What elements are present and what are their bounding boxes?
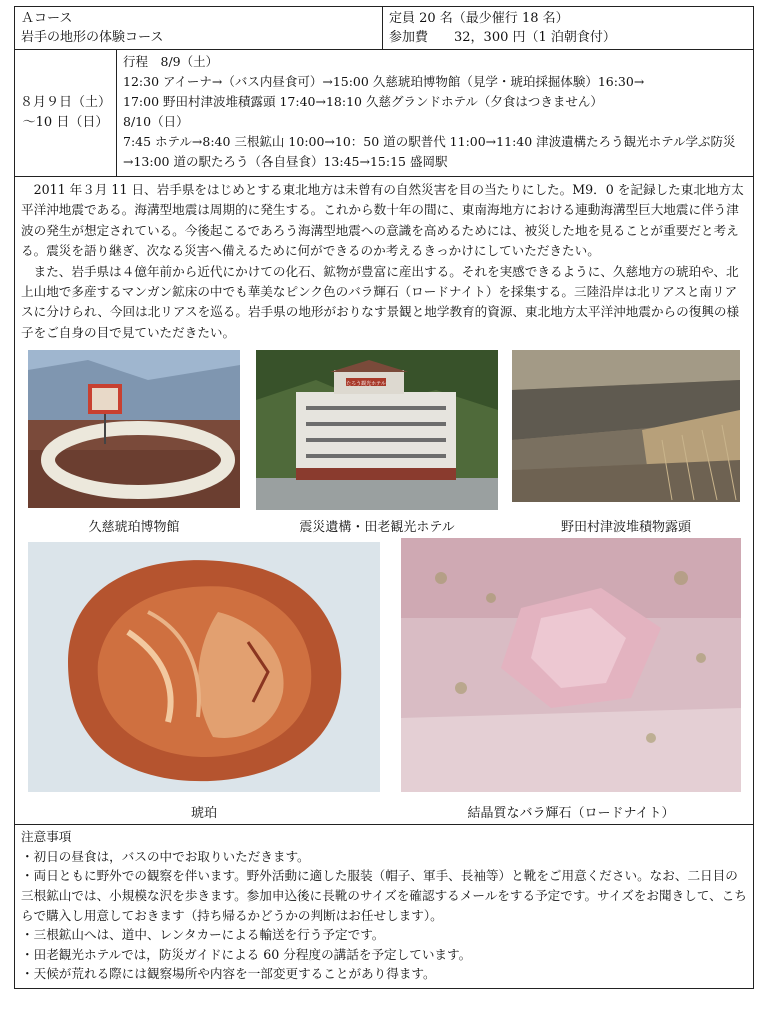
itinerary-line: 7:45 ホテル→8:40 三根鉱山 10:00→10：50 道の駅普代 11:00→11:40 津波遺構たろう観光ホテル学ぶ防災→13:00 道の駅たろう（各自昼食）13:45→15:15 盛岡駅: [123, 134, 736, 169]
amber-museum-photo: [28, 350, 240, 508]
itinerary-line: 17:00 野田村津波堆積露頭 17:40→18:10 久慈グランドホテル（夕食はつきません）: [123, 94, 603, 109]
description: [15, 177, 753, 346]
date-cell: [15, 50, 117, 176]
date-end: ～10 日（日）: [22, 115, 109, 130]
notes-section: [15, 825, 753, 988]
note-item: ・初日の昼食は，バスの中でお取りいただきます。: [21, 848, 310, 864]
course-sheet: [14, 6, 754, 989]
amber-museum-caption: 久慈琥珀博物館: [88, 520, 180, 536]
course-label: Ａコース: [21, 11, 73, 26]
amber-caption: 琥珀: [190, 806, 217, 822]
photo-area: [15, 346, 753, 825]
description-paragraph: 2011 年３月 11 日、岩手県をはじめとする東北地方は未曾有の自然災害を目の当たりにした。M9．0 を記録した東北地方太平洋沖地震である。海溝型地震は周期的に発生する。これから数十年の間に、東南海地方における連動海溝型巨大地震に伴う津波の発生が想定されている。今後起こるであろう海溝型地震への意識を高めるためには、被災した地を見ることが重要だと考える。震災を語り継ぎ、次なる災害へ備えるために何ができるのか考えるきっかけにしていただきたい。: [21, 182, 744, 259]
note-item: ・天候が荒れる際には観察場所や内容を一部変更することがあり得ます。: [21, 966, 436, 982]
course-title: 岩手の地形の体験コース: [21, 30, 164, 45]
itinerary-line: 8/10（日）: [123, 114, 189, 129]
capacity-text: 定員 20 名（最少催行 18 名）: [389, 11, 569, 26]
header-row: [15, 7, 753, 50]
tsunami-deposit-photo: [512, 350, 740, 502]
rhodonite-caption: 結晶質なバラ輝石（ロードナイト）: [467, 806, 675, 822]
tsunami-deposit-caption: 野田村津波堆積物露頭: [560, 520, 691, 536]
hotel-sign: たろう観光ホテル: [346, 381, 386, 388]
note-item: ・三根鉱山へは、道中、レンタカーによる輸送を行う予定です。: [21, 927, 385, 943]
schedule-row: [15, 50, 753, 177]
amber-photo: [28, 542, 380, 792]
description-paragraph: また、岩手県は４億年前から近代にかけての化石、鉱物が豊富に産出する。それを実感できるように、久慈地方の琥珀や、北上山地で多産するマンガン鉱床の中でも華美なピンク色のバラ輝石（ロードナイト）を採集する。三陸沿岸は北リアスと南リアスに分けられ、今回は北リアスを巡る。岩手県の地形がおりなす景観と地学教育的資源、東北地方太平洋沖地震からの復興の様子をご自身の目で見ていただきたい。: [21, 263, 740, 340]
note-item: ・田老観光ホテルでは，防災ガイドによる 60 分程度の講話を予定しています。: [21, 946, 472, 962]
course-info-cell: [383, 7, 753, 49]
course-title-cell: [15, 7, 383, 49]
taro-hotel-photo: [256, 350, 498, 510]
itinerary-line: 行程 8/9（土）: [123, 54, 219, 69]
rhodonite-photo: [401, 538, 741, 792]
itinerary-line: 12:30 アイーナ→（バス内昼食可）→15:00 久慈琥珀博物館（見学・琥珀採掘体験）16:30→: [123, 74, 645, 89]
date-start: ８月９日（土）: [19, 95, 111, 110]
itinerary: [117, 50, 753, 176]
note-item: ・両日ともに野外での観察を伴います。野外活動に適した服装（帽子、軍手、長袖等）と靴をご用意ください。なお、二日目の三根鉱山では、小規模な沢を歩きます。参加申込後に長靴のサイズを確認するメールをする予定です。サイズをお聞きして、こちらで購入し用意しておきます（持ち帰るかどうかの判断はお任せします）。: [21, 868, 747, 923]
taro-hotel-caption: 震災遺構・田老観光ホテル: [299, 520, 455, 536]
fee-text: 参加費 32，300 円（1 泊朝食付）: [389, 30, 616, 45]
notes-title: 注意事項: [21, 829, 72, 845]
